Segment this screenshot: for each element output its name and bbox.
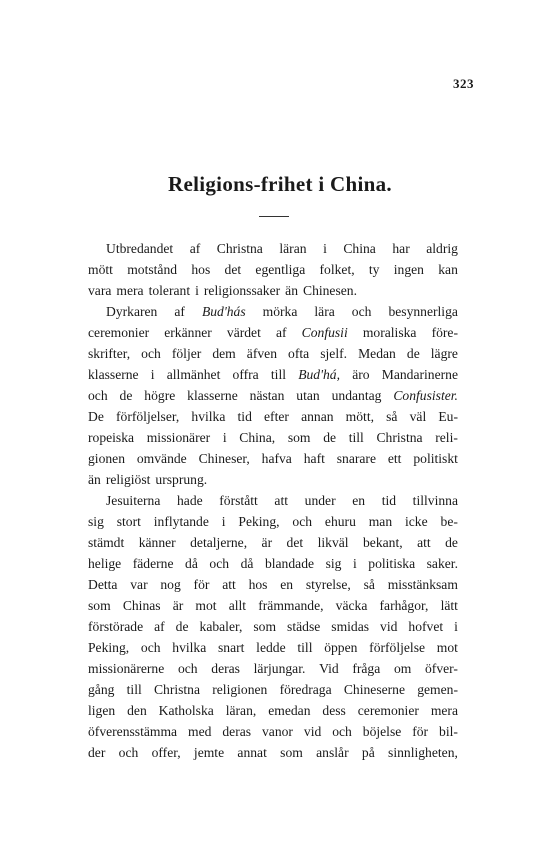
word: reli- [435,430,458,445]
word: sinnligheten, [388,745,458,760]
word: mera [116,283,144,298]
word: klasserne [88,367,139,382]
word: till [270,367,287,382]
word: styrelse, [305,577,351,592]
word: var [130,577,148,592]
word: fäderne [132,556,174,571]
text-line [88,280,458,301]
word: förföljelse [369,640,426,655]
text-line [88,721,458,742]
word: så [363,577,375,592]
word: Jesuiterna [106,493,161,508]
page-number: 323 [453,76,474,91]
word: undantag [331,388,382,403]
word: Medan [358,346,396,361]
word: högre [144,388,176,403]
word: förstått [219,493,258,508]
text-line [88,595,458,616]
word: till [348,430,364,445]
word: den [127,703,147,718]
word: läran, [225,703,257,718]
word: stämdt [88,535,125,550]
word: fråga [352,661,381,676]
word: som [287,430,311,445]
word: då [240,556,254,571]
word: och [332,724,352,739]
word: allt [228,598,247,613]
text-line [88,364,458,385]
word: i [454,619,458,634]
word: ty [368,262,380,277]
word: Detta [88,577,118,592]
word: Chineser, [198,451,250,466]
word: anslår [316,745,349,760]
word: Bud'há, [298,367,340,382]
word: tolerant [148,283,191,298]
word: af [275,325,287,340]
word: ehuru [324,514,356,529]
word: väcka [335,598,368,613]
word: i [323,241,327,256]
text-line [88,658,458,679]
word: offer, [151,745,181,760]
word: som [280,745,303,760]
word: snarare [336,451,376,466]
word: farhågor, [379,598,429,613]
word: ligen [88,703,116,718]
word: och [141,346,161,361]
word: kabaler, [199,619,243,634]
text-line [88,616,458,637]
word: de [323,430,337,445]
word: tillvinna [412,493,458,508]
word: inflytande [153,514,209,529]
word: för [193,577,210,592]
word: de [119,388,133,403]
word: äro [352,367,370,382]
word: än [88,472,101,487]
text-line [88,259,458,280]
text-line [88,427,458,448]
word: Dyrkaren [106,304,158,319]
word: emedan [268,703,311,718]
word: sig [88,514,104,529]
word: saker. [426,556,458,571]
word: öfver- [425,661,458,676]
word: de [445,535,458,550]
word: om [393,661,412,676]
word: läran [279,241,307,256]
word: hvilka [172,640,207,655]
word: aldrig [426,241,458,256]
text-line [88,637,458,658]
word: ledde [256,640,286,655]
word: ofta [288,346,310,361]
word: som [88,598,111,613]
word: snart [218,640,245,655]
word: dem [212,346,236,361]
word: China, [239,430,276,445]
word: politiskt [413,451,458,466]
word: egentliga [255,262,306,277]
word: helige [88,556,122,571]
word: religionen [212,682,268,697]
word: tid [381,493,397,508]
word: ropeiska [88,430,135,445]
word: i [352,556,357,571]
word: i [222,430,227,445]
word: mot [195,598,217,613]
word: böjelse [362,724,402,739]
word: Peking, [88,640,130,655]
word: af [189,241,201,256]
word: kan [438,262,458,277]
word: allmänhet [166,367,221,382]
word: religionssaker [203,283,281,298]
word: erkänner [164,325,212,340]
word: hvilka [191,409,226,424]
word: offra [232,367,259,382]
word: haft [303,451,325,466]
word: så [386,409,398,424]
word: Christna [153,682,201,697]
word: och [140,640,161,655]
word: då [185,556,198,571]
word: städse [287,619,321,634]
word: deras [211,661,240,676]
word: der [88,745,106,760]
word: i [221,514,226,529]
word: efter [264,409,289,424]
word: Eu- [438,409,458,424]
word: Utbredandet [106,241,174,256]
word: hos [191,262,211,277]
word: känner [138,535,176,550]
word: öfverensstämma [88,724,178,739]
chapter-title: Religions-frihet i China. [168,172,392,196]
word: vid [380,619,398,634]
word: Bud'hás [201,304,246,319]
text-line [88,385,458,406]
word: värdet [226,325,261,340]
word: öppen [324,640,358,655]
word: främmande, [258,598,324,613]
word: icke [405,514,428,529]
word: och [88,388,108,403]
word: Katholska [158,703,214,718]
word: omvände [136,451,187,466]
word: ingen [393,262,424,277]
word: ursprung. [155,472,208,487]
word: förföljelser, [116,409,180,424]
word: missionärer [146,430,211,445]
word: Confusii [301,325,348,340]
text-line [88,238,458,259]
word: motstånd [127,262,178,277]
text-line [88,511,458,532]
title-divider [259,216,289,217]
word: är [172,598,184,613]
word: följer [171,346,202,361]
word: nästan [249,388,285,403]
word: smidas [331,619,370,634]
word: med [188,724,212,739]
word: Christna [216,241,263,256]
word: religiöst [105,472,151,487]
word: missionärerne [88,661,165,676]
word: gionen [88,451,125,466]
word: skrifter, [88,346,131,361]
word: Mandarinerne [381,367,458,382]
text-line [88,553,458,574]
word: mörka [262,304,298,319]
word: blandade [264,556,315,571]
word: nog [160,577,181,592]
word: hafva [261,451,292,466]
word: be- [440,514,458,529]
word: det [286,535,304,550]
text-line [88,742,458,763]
text-line [88,343,458,364]
word: detaljerne, [190,535,248,550]
word: politiska [368,556,416,571]
word: af [154,619,165,634]
word: lägre [430,346,458,361]
word: ceremonier [88,325,150,340]
word: bekant, [363,535,403,550]
word: stort [116,514,141,529]
word: förstörade [88,619,144,634]
word: mera [430,703,458,718]
word: de [175,619,189,634]
word: och [351,304,372,319]
text-line [88,301,458,322]
word: som [253,619,277,634]
word: mött, [345,409,374,424]
word: än [285,283,298,298]
word: annan [301,409,334,424]
word: gemen- [417,682,458,697]
word: lätt [440,598,458,613]
word: man [368,514,393,529]
word: sjelf. [320,346,348,361]
word: en [352,493,366,508]
word: likväl [317,535,349,550]
word: China [343,241,376,256]
word: lärjungar. [253,661,306,676]
word: Vid [319,661,339,676]
word: ceremonier [357,703,419,718]
word: De [88,409,104,424]
word: hofvet [408,619,444,634]
word: och [177,661,198,676]
word: vara [88,283,112,298]
word: och [292,514,313,529]
word: gång [88,682,115,697]
word: en [280,577,294,592]
body-text [88,238,458,763]
word: är [261,535,273,550]
text-line [88,490,458,511]
word: till [297,640,313,655]
text-line [88,574,458,595]
word: hade [176,493,203,508]
word: klasserne [187,388,238,403]
word: har [392,241,410,256]
word: och [118,745,139,760]
word: Chinas [122,598,161,613]
word: ett [387,451,402,466]
word: moraliska [362,325,417,340]
text-line [88,469,458,490]
word: i [150,367,155,382]
word: deras [222,724,252,739]
word: lära [314,304,335,319]
word: före- [431,325,458,340]
word: Chineserne [343,682,405,697]
word: föredraga [279,682,332,697]
word: det [224,262,242,277]
word: hos [248,577,268,592]
word: annat [237,745,267,760]
word: på [361,745,375,760]
word: mött [88,262,113,277]
text-line [88,448,458,469]
word: Peking, [238,514,280,529]
word: besynnerliga [388,304,458,319]
word: misstänksam [387,577,458,592]
word: att [417,535,431,550]
text-line [88,700,458,721]
word: äfven [246,346,277,361]
text-line [88,679,458,700]
text-line [88,532,458,553]
word: tid [237,409,252,424]
word: sig [325,556,342,571]
word: de [406,346,420,361]
word: utan [296,388,320,403]
text-line [88,322,458,343]
word: Christna [376,430,423,445]
word: i [195,283,199,298]
word: och [209,556,230,571]
word: till [126,682,142,697]
word: jemte [193,745,225,760]
word: väl [409,409,427,424]
word: under [304,493,336,508]
word: dess [322,703,346,718]
word: af [174,304,185,319]
word: bil- [439,724,458,739]
word: att [274,493,289,508]
word: att [222,577,236,592]
word: Confusister. [393,388,458,403]
word: vid [303,724,322,739]
word: Chinesen. [303,283,357,298]
word: folket, [319,262,355,277]
word: för [412,724,429,739]
text-line [88,406,458,427]
word: mot [436,640,458,655]
word: vanor [262,724,293,739]
